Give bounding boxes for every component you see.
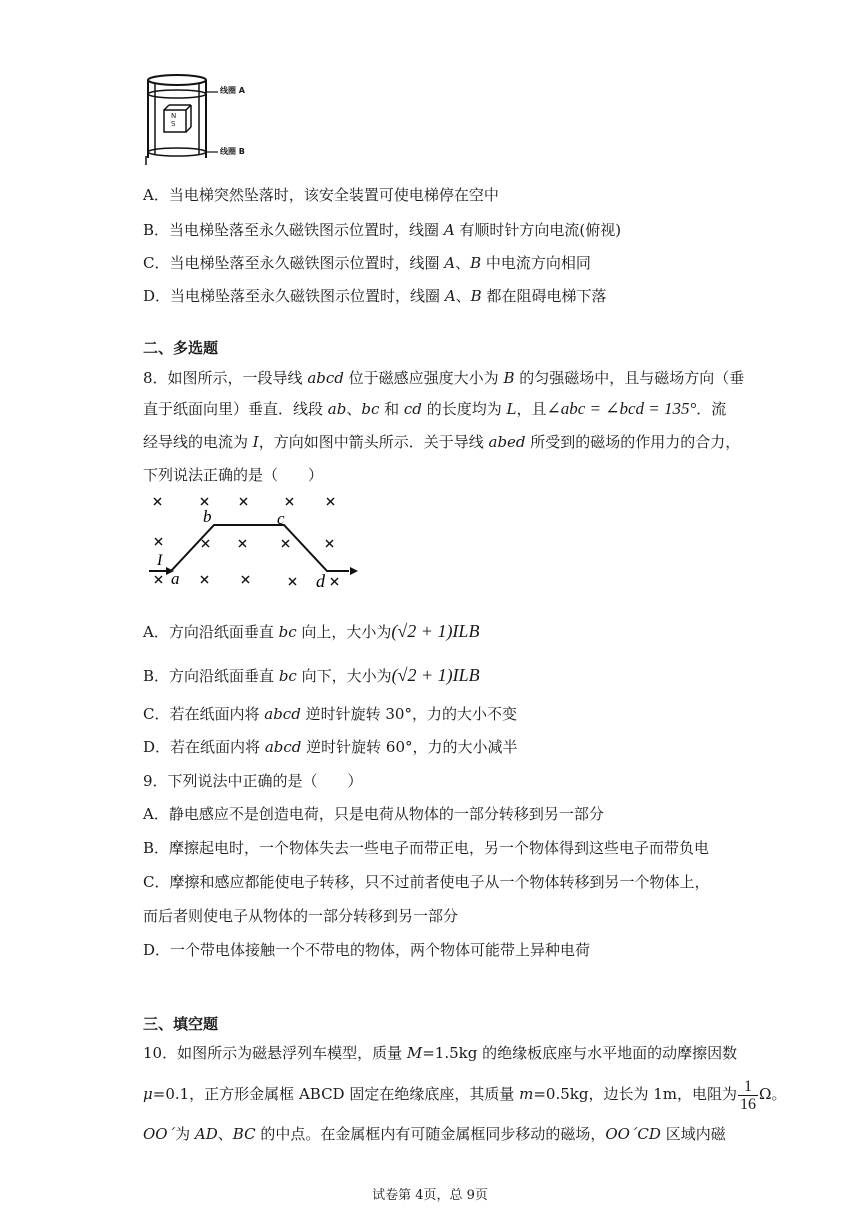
q9-option-c-continued xyxy=(143,906,458,926)
option-letter: D． xyxy=(143,287,171,305)
option-text: 逆时针旋转 60°，力的大小减半 xyxy=(301,738,518,756)
option-letter: A． xyxy=(143,623,169,641)
var-bc: bc xyxy=(278,623,297,641)
var-ad: AD xyxy=(194,1125,218,1143)
page-footer: 试卷第 4页，总 9页 xyxy=(372,1188,488,1203)
q8-option-a xyxy=(143,621,479,642)
option-letter: B． xyxy=(143,221,170,239)
q10-line-1 xyxy=(143,1043,737,1063)
angle-formula: ∠abc = ∠bcd = 135° xyxy=(546,399,697,418)
text: 10．如图所示为磁悬浮列车模型，质量 xyxy=(143,1044,407,1062)
option-text: 若在纸面内将 xyxy=(169,705,265,723)
q8-stem-line-2 xyxy=(143,399,726,419)
field-cross xyxy=(286,498,293,505)
var-b: B xyxy=(470,254,482,272)
q9-option-b xyxy=(143,838,709,858)
q8-option-b xyxy=(143,665,480,686)
q7-option-b xyxy=(143,220,621,240)
field-cross xyxy=(289,578,296,585)
separator: 、 xyxy=(455,254,471,272)
text: 的匀强磁场中，且与磁场方向（垂 xyxy=(514,369,745,387)
option-text: 一个带电体接触一个不带电的物体，两个物体可能带上异种电荷 xyxy=(170,941,591,959)
option-letter: C． xyxy=(143,254,170,272)
var-oocd: OO´CD xyxy=(605,1125,661,1143)
option-text: 逆时针旋转 30°，力的大小不变 xyxy=(300,705,517,723)
option-letter: B． xyxy=(143,667,170,685)
section-3-title: 三、填空题 xyxy=(143,1015,219,1033)
text: 区域内磁 xyxy=(660,1125,726,1143)
option-text: 向下，大小为 xyxy=(296,667,392,685)
option-letter: A． xyxy=(143,186,169,204)
option-letter: A． xyxy=(143,805,169,823)
var-m-big: M xyxy=(406,1044,423,1062)
q8-stem-line-3 xyxy=(143,432,740,452)
option-text: 中电流方向相同 xyxy=(481,254,591,272)
option-letter: D． xyxy=(143,738,171,756)
current-arrow-right xyxy=(350,567,358,575)
q7-option-c xyxy=(143,253,591,273)
q8-option-d xyxy=(143,737,518,757)
var-m-small: m xyxy=(519,1085,534,1103)
field-cross xyxy=(242,576,249,583)
q10-line-3 xyxy=(143,1124,726,1144)
fraction-numerator: 1 xyxy=(738,1078,758,1096)
option-text: 向上，大小为 xyxy=(296,623,392,641)
var-abcd: abcd xyxy=(307,369,344,387)
resistance-fraction xyxy=(738,1078,758,1113)
text: 8．如图所示，一段导线 xyxy=(143,369,308,387)
field-cross xyxy=(201,576,208,583)
unit-ohm: Ω。 xyxy=(759,1085,787,1103)
option-text: 当电梯突然坠落时，该安全装置可使电梯停在空中 xyxy=(168,186,499,204)
text: ．流 xyxy=(696,400,727,418)
q7-option-d xyxy=(143,286,606,306)
text: =1.5kg 的绝缘板底座与水平地面的动摩擦因数 xyxy=(422,1044,738,1062)
text: 的中点。在金属框内有可随金属框同步移动的磁场， xyxy=(255,1125,606,1143)
label-a: a xyxy=(171,569,180,588)
option-text: 当电梯坠落至永久磁铁图示位置时，线圈 xyxy=(169,254,445,272)
label-b: b xyxy=(203,507,212,526)
field-cross xyxy=(155,538,162,545)
text: 经导线的电流为 xyxy=(143,433,253,451)
text: 的长度均为 xyxy=(421,400,507,418)
field-cross xyxy=(240,498,247,505)
text: 所受到的磁场的作用力的合力， xyxy=(525,433,741,451)
option-text: 方向沿纸面垂直 xyxy=(169,667,279,685)
label-c: c xyxy=(277,509,285,528)
coil-b-label: 线圈 B xyxy=(220,147,245,156)
field-cross xyxy=(154,498,161,505)
option-text: 当电梯坠落至永久磁铁图示位置时，线圈 xyxy=(169,221,444,239)
var-ab: ab xyxy=(327,400,347,418)
q8-stem-line-4: 下列说法正确的是（ ） xyxy=(143,466,324,484)
wire-figure xyxy=(143,492,363,597)
var-abcd: abcd xyxy=(264,705,301,723)
option-text: 摩擦起电时，一个物体失去一些电子而带正电，另一个物体得到这些电子而带负电 xyxy=(169,839,710,857)
var-abed: abed xyxy=(488,433,526,451)
text: 、 xyxy=(346,400,362,418)
var-b: B xyxy=(503,369,515,387)
var-b: B xyxy=(470,287,482,305)
wire-path xyxy=(149,525,349,571)
wire-figure-svg xyxy=(143,492,363,597)
q9-stem: 9．下列说法中正确的是（ ） xyxy=(143,772,363,790)
text: 为 xyxy=(175,1125,195,1143)
var-mu: μ xyxy=(143,1085,153,1103)
var-oo: OO´ xyxy=(143,1125,176,1143)
field-cross xyxy=(282,540,289,547)
separator: 、 xyxy=(455,287,471,305)
var-a: A xyxy=(444,254,456,272)
text: 、 xyxy=(217,1125,233,1143)
field-cross xyxy=(331,578,338,585)
field-cross xyxy=(202,540,209,547)
option-letter: C． xyxy=(143,705,170,723)
option-letter: C． xyxy=(143,873,170,891)
magnet-n-label: N xyxy=(171,112,177,120)
text: ，方向如图中箭头所示．关于导线 xyxy=(258,433,489,451)
q8-stem-line-1 xyxy=(143,368,744,388)
option-text: 而后者则使电子从物体的一部分转移到另一部分 xyxy=(143,907,459,925)
q8-option-c xyxy=(143,704,517,724)
magnet-s-label: S xyxy=(171,120,176,128)
option-text: 若在纸面内将 xyxy=(170,738,265,756)
var-a: A xyxy=(444,287,456,305)
q9-option-d xyxy=(143,940,590,960)
q9-option-c xyxy=(143,872,710,892)
text: ，且 xyxy=(516,400,547,418)
coil-a-label: 线圈 A xyxy=(220,86,245,95)
q9-option-a xyxy=(143,804,604,824)
field-cross xyxy=(326,540,333,547)
text: =0.1，正方形金属框 ABCD 固定在绝缘底座，其质量 xyxy=(152,1085,520,1103)
var-bc: bc xyxy=(361,400,380,418)
text: 和 xyxy=(379,400,404,418)
option-letter: B． xyxy=(143,839,170,857)
force-formula: (√2 + 1)ILB xyxy=(391,665,480,685)
fraction-denominator: 16 xyxy=(740,1095,757,1113)
section-2-title: 二、多选题 xyxy=(143,339,219,357)
var-bc: BC xyxy=(232,1125,256,1143)
var-cd: cd xyxy=(403,400,422,418)
label-i: I xyxy=(157,552,163,569)
force-formula: (√2 + 1)ILB xyxy=(391,621,480,641)
coil-figure-svg xyxy=(136,70,286,170)
var-l: L xyxy=(506,400,517,418)
var-a: A xyxy=(443,221,455,239)
field-cross xyxy=(155,576,162,583)
option-text: 当电梯坠落至永久磁铁图示位置时，线圈 xyxy=(170,287,445,305)
text: 直于纸面向里）垂直．线段 xyxy=(143,400,328,418)
var-abcd: abcd xyxy=(264,738,302,756)
q10-line-2 xyxy=(143,1072,786,1116)
text: 位于磁感应强度大小为 xyxy=(343,369,504,387)
option-text: 摩擦和感应都能使电子转移，只不过前者使电子从一个物体转移到另一个物体上， xyxy=(169,873,710,891)
field-cross xyxy=(327,498,334,505)
field-cross xyxy=(201,498,208,505)
option-letter: D． xyxy=(143,941,171,959)
option-text: 静电感应不是创造电荷，只是电荷从物体的一部分转移到另一部分 xyxy=(168,805,604,823)
option-text: 有顺时针方向电流(俯视) xyxy=(454,221,622,239)
q7-option-a xyxy=(143,185,499,205)
option-text: 都在阻碍电梯下落 xyxy=(481,287,607,305)
label-d: d xyxy=(316,571,325,591)
field-cross xyxy=(239,540,246,547)
option-text: 方向沿纸面垂直 xyxy=(168,623,279,641)
coil-figure xyxy=(136,70,286,170)
text: =0.5kg，边长为 1m，电阻为 xyxy=(533,1085,738,1103)
var-i: I xyxy=(252,433,259,451)
var-bc: bc xyxy=(278,667,297,685)
